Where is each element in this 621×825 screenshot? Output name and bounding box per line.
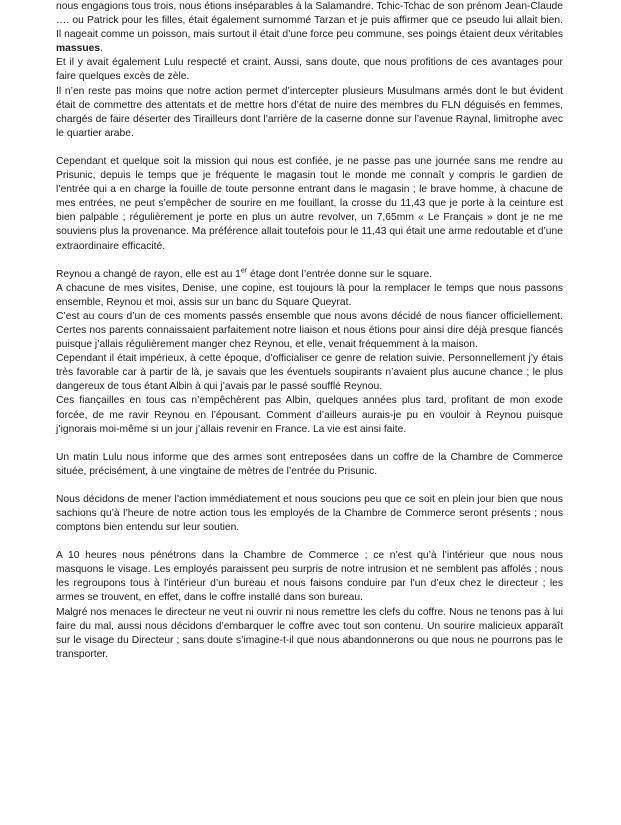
paragraph-4: Cependant et quelque soit la mission qui nous est confiée, je ne passe pas une journée sans me rendre au Prisunic, depuis le temps que je fréquente le magasin tout le monde me connaît y compris le gardien de l’entrée qui a en charge la fouille de toute personne entrant dans le magasin ; le brave homme, à chacune de mes entrées, ne peut s’empêcher de sourire en me fouillant, la crosse du 11,43 que je porte à la ceinture est bien palpable ; régulièrement je porte en plus un autre revolver, un 7,65mm « Le Français » dont je ne me souviens plus la provenance. Ma préférence allait toutefois pour le 11,43 qui était une arme redoutable et d’une extraordinaire efficacité. xyxy=(56,155,563,252)
paragraph-6: A chacune de mes visites, Denise, une copine, est toujours là pour la remplacer le temps que nous passons ensemble, Reynou et moi, assis sur un banc du Square Queyrat. xyxy=(56,282,563,308)
paragraph-5-superscript: er xyxy=(240,267,248,275)
paragraph-9: Ces fiançailles en tous cas n’empêchèrent pas Albin, quelques années plus tard, profitant de mon exode forcée, de me ravir Reynou en l’épousant. Comment d’ailleurs aurais-je pu en vouloir à Reynou puisque j’ignorais moi-même si un jour j’allais revenir en France. La vie est ainsi faite. xyxy=(56,395,563,435)
document-page xyxy=(56,0,563,662)
paragraph-5-text-b: étage dont l’entrée donne sur le square. xyxy=(247,268,433,280)
paragraph-12: A 10 heures nous pénétrons dans la Chambre de Commerce ; ce n’est qu’à l’intérieur que nous nous masquons le visage. Les employés paraissent peu surpris de notre intrusion et ne semblent pas affolés ; nous les regroupons tous à l’intérieur d’un bureau et nous faisons conduire par l’un d’eux chez le directeur ; les armes se trouvent, en effet, dans le coffre installé dans son bureau. xyxy=(56,550,563,604)
paragraph-2: Et il y avait également Lulu respecté et craint. Aussi, sans doute, que nous profitions de ces avantages pour faire quelques excès de zèle. xyxy=(56,57,563,83)
paragraph-gap xyxy=(56,437,563,451)
paragraph-1 xyxy=(56,0,563,56)
paragraph-11: Nous décidons de mener l’action immédiatement et nous soucions peu que ce soit en plein jour bien que nous sachions qu’à l’heure de notre action tous les employés de la Chambre de Commerce seront présents ; nous comptons bien entendu sur leur soutien. xyxy=(56,493,563,534)
paragraph-8: Cependant il était impérieux, à cette époque, d’officialiser ce genre de relation suivie. Personnellement j’y étais très favorable car à partir de là, je savais que les éventuels soupirants n’avaient plus aucune chance ; le plus dangereux de tous étant Albin à qui j’avais par le passé soufflé Reynou. xyxy=(56,353,563,393)
paragraph-10: Un matin Lulu nous informe que des armes sont entreposées dans un coffre de la Chambre de Commerce située, précisément, à une vingtaine de mètres de l’entrée du Prisunic. xyxy=(56,451,563,477)
paragraph-7: C’est au cours d’un de ces moments passés ensemble que nous avons décidé de nous fiancer officiellement. Certes nos parents connaissaient parfaitement notre liaison et nous étions pour ainsi dire déjà presque fiancés puisque j’allais régulièrement manger chez Reynou, et elle, venait fréquemment à la maison. xyxy=(56,310,563,351)
paragraph-1-text-a: nous engagions tous trois, nous étions inséparables à la Salamandre. Tchic-Tchac de son prénom Jean-Claude …. ou Patrick pour les filles, était également surnommé Tarzan et je puis affirmer que ce pseudo lui allait bien. Il nageait comme un poisson, mais surtout il était d’une force peu commune, ses poings étaient deux véritables xyxy=(56,1,563,41)
paragraph-1-text-b: . xyxy=(100,43,103,55)
paragraph-gap xyxy=(56,535,563,549)
paragraph-1-bold: massues xyxy=(56,43,101,55)
paragraph-gap xyxy=(56,141,563,155)
paragraph-13: Malgré nos menaces le directeur ne veut ni ouvrir ni nous remettre les clefs du coffre. Nous ne tenons pas à lui faire du mal, aussi nous décidons d’embarquer le coffre avec tout son contenu. Un sourire malicieux apparaît sur le visage du Directeur ; sans doute s’imagine-t-il que nous abandonnerons ou que nous ne pourrons pas le transporter. xyxy=(56,606,563,660)
paragraph-gap xyxy=(56,479,563,493)
paragraph-3: Il n’en reste pas moins que notre action permet d’intercepter plusieurs Musulmans armés dont le but évident était de commettre des attentats et de mettre hors d’état de nuire des membres du FLN déguisés en femmes, chargés de faire déserter des Tirailleurs dont l’arrière de la caserne donne sur l’avenue Raynal, limitrophe avec le quartier arabe. xyxy=(56,85,563,139)
paragraph-5-text-a: Reynou a changé de rayon, elle est au 1 xyxy=(56,268,241,280)
paragraph-5 xyxy=(56,268,563,282)
paragraph-gap xyxy=(56,254,563,268)
